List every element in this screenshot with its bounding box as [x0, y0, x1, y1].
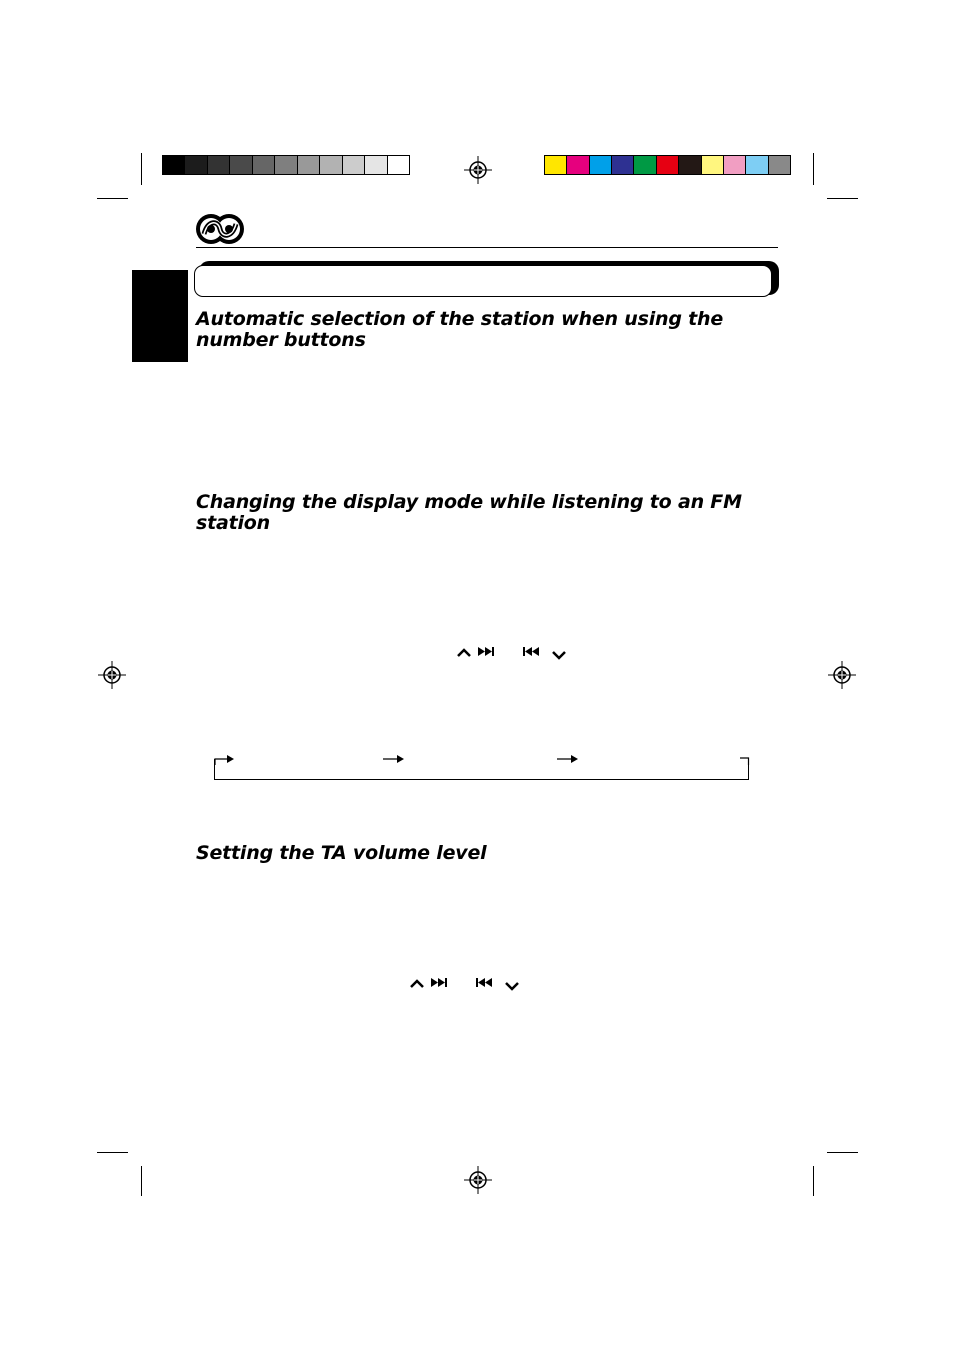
- color-swatch: [679, 156, 701, 174]
- header-rule: [196, 247, 778, 248]
- color-swatch: [163, 156, 185, 174]
- registration-mark-icon: [828, 661, 856, 689]
- crop-mark-top-right-horizontal: [827, 198, 858, 199]
- color-swatch: [724, 156, 746, 174]
- color-swatch: [343, 156, 365, 174]
- color-swatch: [590, 156, 612, 174]
- section-heading-auto-selection: Automatic selection of the station when using the number buttons: [196, 308, 724, 351]
- color-swatch: [657, 156, 679, 174]
- crop-mark-bottom-left-horizontal: [97, 1152, 128, 1153]
- prev-track-chevron-down-icon: [476, 978, 518, 989]
- right-arrow-icon: [556, 753, 580, 765]
- crop-mark-bottom-right-vertical: [813, 1166, 814, 1196]
- color-swatch: [634, 156, 656, 174]
- color-swatch: [320, 156, 342, 174]
- flow-return-corner: [740, 757, 750, 765]
- crop-mark-top-right-vertical: [813, 153, 814, 185]
- button-glyph-group: [456, 644, 572, 664]
- section-heading-display-mode: Changing the display mode while listening to an FM station: [196, 491, 742, 534]
- color-swatch: [702, 156, 724, 174]
- color-swatch: [185, 156, 207, 174]
- registration-mark-icon: [464, 1166, 492, 1194]
- prev-track-chevron-down-icon: [523, 647, 565, 658]
- flow-loop-box: [214, 759, 749, 780]
- button-glyph-group: [409, 975, 525, 995]
- right-arrow-icon: [214, 753, 236, 765]
- registration-mark-icon: [464, 156, 492, 184]
- crop-mark-bottom-left-vertical: [141, 1166, 142, 1196]
- chevron-up-next-track-icon: [458, 647, 494, 656]
- color-swatch: [298, 156, 320, 174]
- process-color-bar: [544, 155, 791, 175]
- right-arrow-icon: [382, 753, 406, 765]
- title-banner: [194, 265, 772, 297]
- grayscale-color-bar: [162, 155, 410, 175]
- color-swatch: [388, 156, 409, 174]
- color-swatch: [230, 156, 252, 174]
- crop-mark-top-left-horizontal: [97, 198, 128, 199]
- section-heading-ta-volume: Setting the TA volume level: [196, 842, 487, 864]
- color-swatch: [253, 156, 275, 174]
- color-swatch: [746, 156, 768, 174]
- chevron-up-next-track-icon: [411, 978, 447, 987]
- registration-mark-icon: [98, 661, 126, 689]
- color-swatch: [208, 156, 230, 174]
- color-swatch: [769, 156, 790, 174]
- double-loop-logo-icon: [194, 212, 246, 246]
- crop-mark-top-left-vertical: [141, 153, 142, 185]
- color-swatch: [365, 156, 387, 174]
- crop-mark-bottom-right-horizontal: [827, 1152, 858, 1153]
- color-swatch: [567, 156, 589, 174]
- section-tab: [132, 270, 188, 362]
- color-swatch: [545, 156, 567, 174]
- color-swatch: [275, 156, 297, 174]
- color-swatch: [612, 156, 634, 174]
